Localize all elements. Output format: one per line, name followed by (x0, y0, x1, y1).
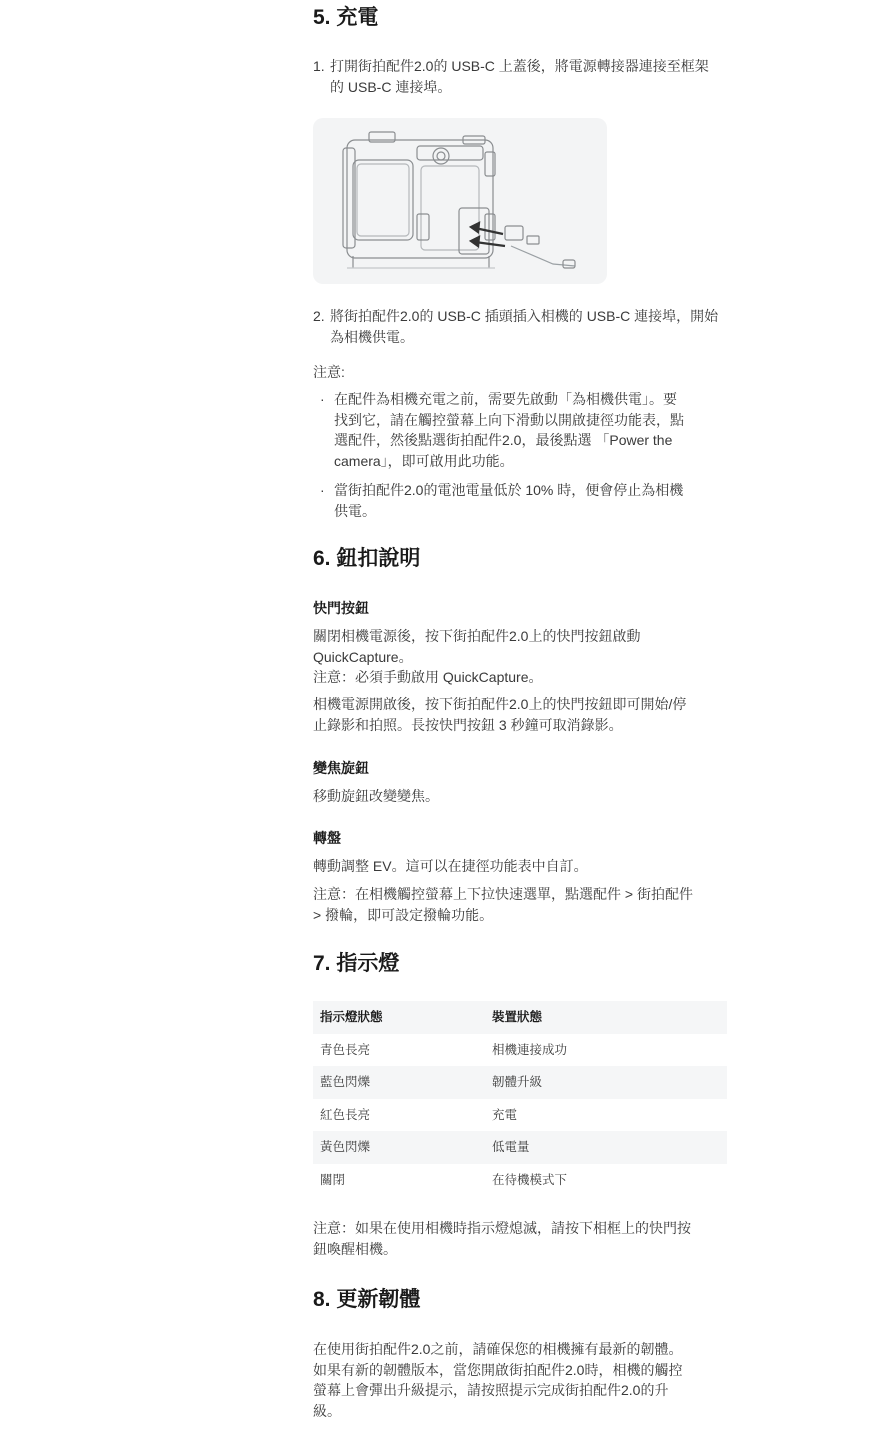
table-cell: 關閉 (320, 1172, 346, 1187)
shutter-paragraph-1 (313, 626, 723, 688)
text-line: 螢幕上會彈出升級提示，請按照提示完成街拍配件2.0的升 (313, 1382, 669, 1398)
text-line: 鈕喚醒相機。 (313, 1240, 397, 1257)
table-row (313, 1099, 727, 1132)
indicator-note (313, 1218, 723, 1259)
table-row (313, 1164, 727, 1197)
table-header-cell: 指示燈狀態 (320, 1010, 383, 1024)
step-number: 1. (313, 58, 325, 74)
zoom-knob-title: 變焦旋鈕 (313, 760, 369, 776)
note-line: 當街拍配件2.0的電池電量低於 10% 時，便會停止為相機 (334, 482, 684, 498)
step-text-line: 將街拍配件2.0的 USB-C 插頭插入相機的 USB-C 連接埠，開始 (330, 308, 719, 324)
section-title-charging: 5. 充電 (313, 6, 379, 29)
text-line: 關閉相機電源後，按下街拍配件2.0上的快門按鈕啟動 (313, 628, 641, 644)
charging-note-item (313, 480, 713, 521)
dial-title: 轉盤 (313, 830, 341, 846)
camera-cage-charging-diagram (313, 118, 607, 284)
firmware-paragraph (313, 1339, 723, 1421)
text-line: 在使用街拍配件2.0之前，請確保您的相機擁有最新的韌體。 (313, 1341, 683, 1357)
text-line: 注意：必須手動啟用 QuickCapture。 (313, 669, 543, 685)
dial-text: 轉動調整 EV。這可以在捷徑功能表中自訂。 (313, 858, 588, 874)
charging-note-item (313, 389, 713, 471)
table-cell: 相機連接成功 (492, 1042, 568, 1057)
bullet: · (320, 391, 325, 407)
table-header-cell: 裝置狀態 (492, 1010, 543, 1024)
table-cell: 低電量 (492, 1140, 530, 1154)
section-title-indicator: 7. 指示燈 (313, 952, 400, 975)
table-cell: 韌體升級 (492, 1075, 543, 1089)
note-line: camera」，即可啟用此功能。 (334, 452, 514, 469)
note-line: 供電。 (334, 502, 376, 519)
table-cell: 紅色長亮 (320, 1107, 371, 1122)
charging-note-label: 注意: (313, 364, 345, 380)
indicator-table (313, 1001, 727, 1196)
text-line: 級。 (313, 1402, 341, 1419)
table-cell: 充電 (492, 1107, 518, 1122)
note-line: 選配件，然後點選街拍配件2.0，最後點選 「Power the (334, 432, 673, 448)
text-line: > 撥輪，即可設定撥輪功能。 (313, 906, 494, 923)
text-line: 注意：在相機觸控螢幕上下拉快速選單，點選配件 > 街拍配件 (313, 886, 693, 902)
table-row (313, 1034, 727, 1067)
step-text-line: 打開街拍配件2.0的 USB-C 上蓋後，將電源轉接器連接至框架 (330, 58, 709, 74)
step-text-line: 的 USB-C 連接埠。 (330, 78, 452, 95)
table-header-row (313, 1001, 727, 1034)
charging-illustration (313, 118, 607, 284)
text-line: 如果有新的韌體版本，當您開啟街拍配件2.0時，相機的觸控 (313, 1361, 683, 1378)
text-line: 止錄影和拍照。長按快門按鈕 3 秒鐘可取消錄影。 (313, 716, 623, 733)
note-line: 找到它，請在觸控螢幕上向下滑動以開啟捷徑功能表，點 (334, 411, 684, 428)
table-cell: 在待機模式下 (492, 1172, 568, 1187)
table-cell: 藍色閃爍 (320, 1075, 371, 1089)
shutter-paragraph-2 (313, 694, 723, 735)
step-text-line: 為相機供電。 (330, 328, 414, 345)
text-line: 注意：如果在使用相機時指示燈熄滅，請按下相框上的快門按 (313, 1220, 691, 1236)
charging-step-2 (313, 306, 719, 347)
table-row (313, 1131, 727, 1164)
zoom-knob-text: 移動旋鈕改變變焦。 (313, 788, 439, 804)
section-title-buttons: 6. 鈕扣說明 (313, 547, 421, 570)
text-line: 相機電源開啟後，按下街拍配件2.0上的快門按鈕即可開始/停 (313, 696, 687, 712)
step-number: 2. (313, 308, 325, 324)
table-cell: 青色長亮 (320, 1042, 371, 1057)
charging-step-1 (313, 56, 719, 97)
note-line: 在配件為相機充電之前，需要先啟動「為相機供電」。要 (334, 391, 677, 407)
bullet: · (320, 482, 325, 498)
table-cell: 黃色閃爍 (320, 1140, 371, 1154)
shutter-button-title: 快門按鈕 (313, 600, 369, 616)
text-line: QuickCapture。 (313, 648, 413, 665)
dial-note (313, 884, 723, 925)
section-title-firmware: 8. 更新韌體 (313, 1288, 421, 1311)
table-row (313, 1066, 727, 1099)
